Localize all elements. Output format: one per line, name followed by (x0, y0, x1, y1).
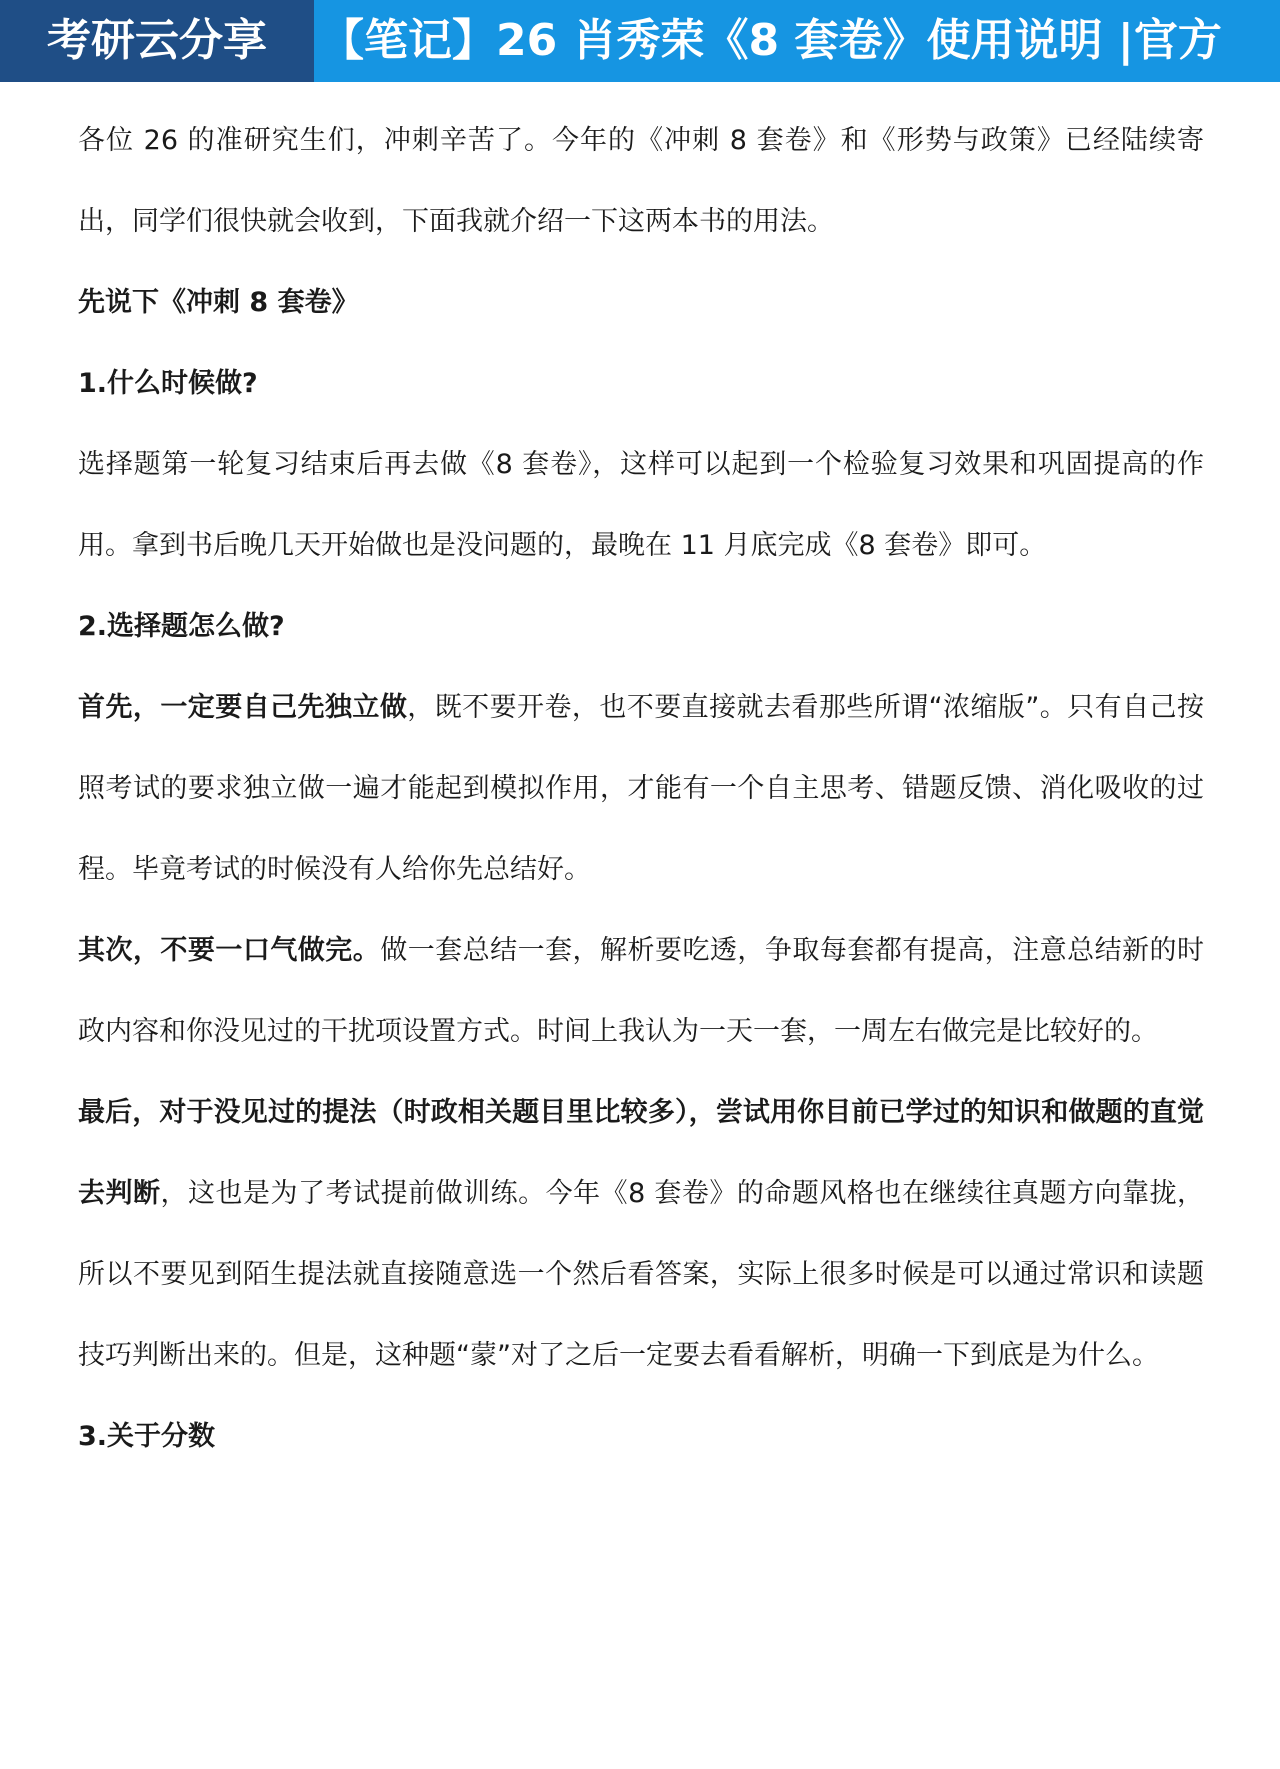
header-banner (0, 0, 1280, 82)
q2-p1-bold: 首先，一定要自己先独立做 (78, 692, 408, 723)
q1-body: 选择题第一轮复习结束后再去做《8 套卷》，这样可以起到一个检验复习效果和巩固提高的作用。拿到书后晚几天开始做也是没问题的，最晚在 11 月底完成《8 套卷》即可。 (78, 449, 1204, 561)
q2-paragraph-2 (78, 910, 1204, 1072)
q3-heading: 3.关于分数 (78, 1421, 216, 1452)
q2-paragraph-1 (78, 667, 1204, 910)
brand-label: 考研云分享 (0, 0, 314, 82)
intro-paragraph: 各位 26 的准研究生们，冲刺辛苦了。今年的《冲刺 8 套卷》和《形势与政策》已经陆续寄出，同学们很快就会收到，下面我就介绍一下这两本书的用法。 (78, 125, 1204, 237)
q2-p3-bold: 最后，对于没见过的提法（时政相关题目里比较多），尝试用你目前已学过的知识和做题的直觉去判断 (78, 1097, 1204, 1209)
q2-p2-text: 做一套总结一套，解析要吃透，争取每套都有提高，注意总结新的时政内容和你没见过的干扰项设置方式。时间上我认为一天一套，一周左右做完是比较好的。 (78, 935, 1205, 1047)
q2-heading: 2.选择题怎么做? (78, 611, 285, 642)
document-body (78, 100, 1204, 1477)
q2-p3-text: ，这也是为了考试提前做训练。今年《8 套卷》的命题风格也在继续往真题方向靠拢，所以不要见到陌生提法就直接随意选一个然后看答案，实际上很多时候是可以通过常识和读题技巧判断出来的。但是，这种题“蒙”对了之后一定要去看看解析，明确一下到底是为什么。 (78, 1178, 1205, 1371)
document-title: 【笔记】26 肖秀荣《8 套卷》使用说明 |官方 (314, 0, 1280, 82)
q2-p1-text: ，既不要开卷，也不要直接就去看那些所谓“浓缩版”。只有自己按照考试的要求独立做一遍才能起到模拟作用，才能有一个自主思考、错题反馈、消化吸收的过程。毕竟考试的时候没有人给你先总结好。 (78, 692, 1204, 885)
q2-p2-bold: 其次，不要一口气做完。 (78, 935, 381, 966)
q1-heading: 1.什么时候做? (78, 368, 258, 399)
q2-paragraph-3 (78, 1072, 1204, 1396)
section-heading: 先说下《冲刺 8 套卷》 (78, 287, 359, 318)
